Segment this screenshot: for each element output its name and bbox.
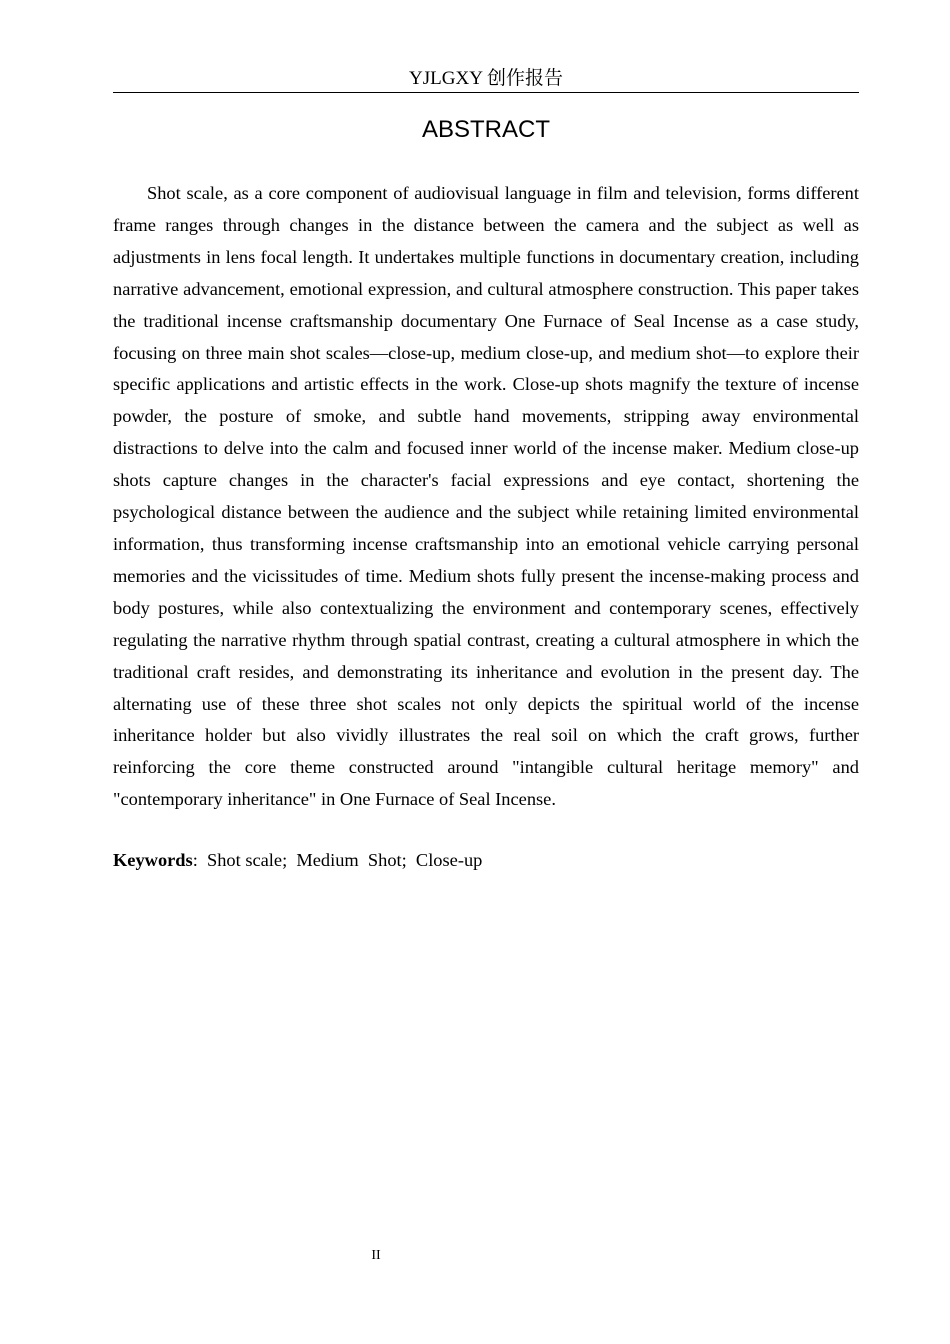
abstract-body: Shot scale, as a core component of audiovisual language in film and television, forms different frame ranges through changes in the distance between the camera and the subject as well as adjustments in lens focal length. It undertakes multiple functions in documentary creation, including narrative advancement, emotional expression, and cultural atmosphere construction. This paper takes the traditional incense craftsmanship documentary One Furnace of Seal Incense as a case study, focusing on three main shot scales—close-up, medium close-up, and medium shot—to explore their specific applications and artistic effects in the work. Close-up shots magnify the texture of incense powder, the posture of smoke, and subtle hand movements, stripping away environmental distractions to delve into the calm and focused inner world of the incense maker. Medium close-up shots capture changes in the character's facial expressions and eye contact, shortening the psychological distance between the audience and the subject while retaining limited environmental information, thus transforming incense craftsmanship into an emotional vehicle carrying personal memories and the vicissitudes of time. Medium shots fully present the incense-making process and body postures, while also contextualizing the environment and contemporary scenes, effectively regulating the narrative rhythm through spatial contrast, creating a cultural atmosphere in which the traditional craft resides, and demonstrating its inheritance and evolution in the present day. The alternating use of these three shot scales not only depicts the spiritual world of the incense inheritance holder but also vividly illustrates the real soil on which the craft grows, further reinforcing the core theme constructed around "intangible cultural heritage memory" and "contemporary inheritance" in One Furnace of Seal Incense. xyxy=(113,183,859,810)
keywords-label: Keywords xyxy=(113,850,193,870)
keywords-text: : Shot scale; Medium Shot; Close-up xyxy=(192,850,483,870)
page-number: II xyxy=(371,1248,381,1263)
running-header: YJLGXY 创作报告 xyxy=(409,68,563,89)
abstract-title: ABSTRACT xyxy=(421,116,550,143)
keywords-line xyxy=(113,847,859,873)
header-rule xyxy=(113,92,859,93)
